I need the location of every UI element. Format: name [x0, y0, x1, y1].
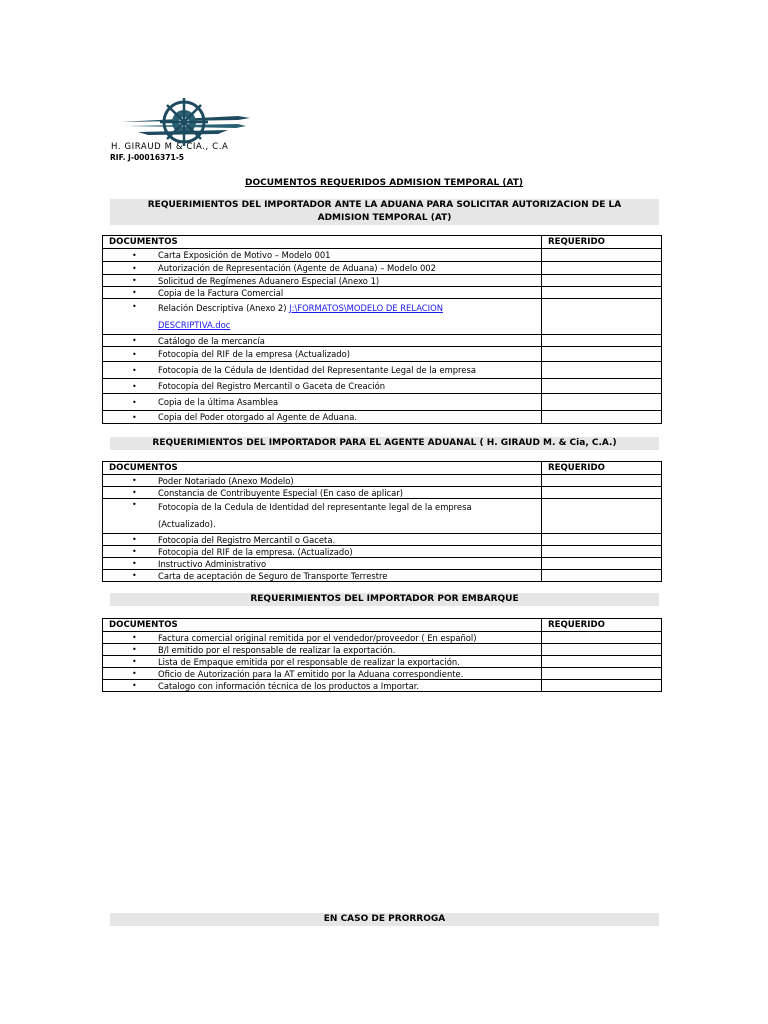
- bullet-icon: •: [132, 381, 137, 391]
- required-cell: [542, 379, 662, 394]
- table-row: [103, 335, 662, 347]
- bullet-icon: •: [132, 263, 137, 273]
- table-row: [103, 487, 662, 499]
- required-cell: [542, 546, 662, 558]
- table-row: [103, 262, 662, 275]
- bullet-icon: •: [132, 250, 137, 260]
- bullet-icon: •: [132, 412, 137, 422]
- table-row: [103, 287, 662, 299]
- bullet-icon: •: [132, 336, 137, 345]
- list-item: Catálogo de la mercancía: [158, 335, 265, 346]
- section1-heading-line1: REQUERIMIENTOS DEL IMPORTADOR ANTE LA ADUANA PARA SOLICITAR AUTORIZACION DE LA: [147, 200, 622, 210]
- col-documents: DOCUMENTOS: [103, 462, 542, 475]
- relacion-descriptiva-link[interactable]: J:\FORMATOS\MODELO DE RELACION: [289, 302, 443, 313]
- bullet-icon: •: [132, 681, 137, 690]
- bullet-icon: •: [132, 657, 137, 666]
- table-row: [103, 249, 662, 262]
- section1-table: [102, 235, 662, 424]
- list-item: Copia de la última Asamblea: [158, 397, 279, 407]
- table-row: [103, 534, 662, 546]
- bullet-icon: •: [132, 365, 137, 375]
- required-cell: [542, 347, 662, 362]
- list-item: Fotocopia del Registro Mercantil o Gaceta de Creación: [158, 381, 386, 391]
- table-row: [103, 656, 662, 668]
- required-cell: [542, 299, 662, 335]
- table-row: [103, 546, 662, 558]
- list-item: Relación Descriptiva (Anexo 2): [158, 302, 290, 313]
- list-item: Constancia de Contribuyente Especial (En caso de aplicar): [158, 487, 403, 498]
- document-title: DOCUMENTOS REQUERIDOS ADMISION TEMPORAL (AT): [244, 178, 524, 188]
- list-item: Fotocopia de la Cedula de Identidad del representante legal de la empresa: [158, 502, 472, 512]
- list-item: Catalogo con información técnica de los productos a Importar.: [158, 680, 420, 691]
- list-item: Factura comercial original remitida por el vendedor/proveedor ( En español): [158, 632, 477, 643]
- col-documents: DOCUMENTOS: [103, 619, 542, 632]
- bullet-icon: •: [132, 488, 137, 497]
- list-item: Solicitud de Regímenes Aduanero Especial (Anexo 1): [158, 275, 380, 286]
- table-row: [103, 558, 662, 570]
- required-cell: [542, 275, 662, 287]
- table-row: [103, 394, 662, 411]
- bullet-icon: •: [132, 547, 137, 556]
- bullet-icon: •: [132, 349, 137, 359]
- col-documents: DOCUMENTOS: [103, 236, 542, 249]
- required-cell: [542, 335, 662, 347]
- bullet-icon: •: [132, 288, 137, 297]
- list-item: Carta Exposición de Motivo – Modelo 001: [158, 250, 331, 260]
- required-cell: [542, 558, 662, 570]
- required-cell: [542, 656, 662, 668]
- bullet-icon: •: [132, 500, 137, 509]
- list-item: Poder Notariado (Anexo Modelo): [158, 475, 294, 486]
- list-item: Lista de Empaque emitida por el responsable de realizar la exportación.: [158, 656, 460, 667]
- required-cell: [542, 534, 662, 546]
- bullet-icon: •: [132, 476, 137, 485]
- list-item: Oficio de Autorización para la AT emitido por la Aduana correspondiente.: [158, 668, 464, 679]
- required-cell: [542, 394, 662, 411]
- required-cell: [542, 632, 662, 644]
- required-cell: [542, 680, 662, 692]
- list-item-cont: (Actualizado).: [158, 519, 216, 529]
- list-item: Fotocopia del Registro Mercantil o Gaceta.: [158, 534, 336, 545]
- list-item: Copia de la Factura Comercial: [158, 287, 284, 298]
- table-row: [103, 362, 662, 379]
- list-item: Copia del Poder otorgado al Agente de Aduana.: [158, 412, 357, 422]
- col-required: REQUERIDO: [542, 619, 662, 632]
- table-row: [103, 668, 662, 680]
- col-required: REQUERIDO: [542, 462, 662, 475]
- list-item: Fotocopia de la Cédula de Identidad del Representante Legal de la empresa: [158, 365, 476, 375]
- col-required: REQUERIDO: [542, 236, 662, 249]
- table-header: [103, 619, 662, 632]
- section3-heading: REQUERIMIENTOS DEL IMPORTADOR POR EMBARQUE: [110, 593, 659, 606]
- bullet-icon: •: [132, 397, 137, 407]
- required-cell: [542, 487, 662, 499]
- required-cell: [542, 249, 662, 262]
- table-header: [103, 236, 662, 249]
- table-row: [103, 680, 662, 692]
- table-row: [103, 632, 662, 644]
- bullet-icon: •: [132, 276, 137, 285]
- bullet-icon: •: [132, 301, 137, 311]
- table-row: [103, 379, 662, 394]
- section3-table: [102, 618, 662, 692]
- list-item: Autorización de Representación (Agente de Aduana) – Modelo 002: [158, 263, 436, 273]
- bullet-icon: •: [132, 633, 137, 642]
- required-cell: [542, 262, 662, 275]
- table-row: [103, 275, 662, 287]
- table-row: [103, 411, 662, 424]
- table-row: [103, 499, 662, 534]
- section2-table: [102, 461, 662, 582]
- section4-heading: EN CASO DE PRORROGA: [110, 913, 659, 926]
- bullet-icon: •: [132, 559, 137, 568]
- list-item: Fotocopia del RIF de la empresa (Actualizado): [158, 349, 350, 359]
- required-cell: [542, 362, 662, 379]
- bullet-icon: •: [132, 669, 137, 678]
- bullet-icon: •: [132, 535, 137, 544]
- required-cell: [542, 287, 662, 299]
- section1-heading-line2: ADMISION TEMPORAL (AT): [317, 213, 452, 223]
- section1-heading: [110, 199, 659, 225]
- table-row: [103, 570, 662, 582]
- list-item: B/l emitido por el responsable de realizar la exportación.: [158, 644, 396, 655]
- required-cell: [542, 644, 662, 656]
- required-cell: [542, 668, 662, 680]
- list-item: Fotocopia del RIF de la empresa. (Actualizado): [158, 546, 353, 557]
- table-row: [103, 475, 662, 487]
- table-row: [103, 299, 662, 335]
- company-name: H. GIRAUD M & CIA., C.A: [111, 142, 229, 152]
- required-cell: [542, 475, 662, 487]
- table-row: [103, 347, 662, 362]
- required-cell: [542, 411, 662, 424]
- company-rif: RIF. J-00016371-5: [110, 153, 185, 162]
- list-item: Carta de aceptación de Seguro de Transporte Terrestre: [158, 570, 388, 581]
- table-row: [103, 644, 662, 656]
- bullet-icon: •: [132, 571, 137, 580]
- relacion-descriptiva-link-cont[interactable]: DESCRIPTIVA.doc: [158, 319, 231, 330]
- section2-heading: REQUERIMIENTOS DEL IMPORTADOR PARA EL AGENTE ADUANAL ( H. GIRAUD M. & Cia, C.A.): [110, 437, 659, 450]
- required-cell: [542, 499, 662, 534]
- bullet-icon: •: [132, 645, 137, 654]
- list-item: Instructivo Administrativo: [158, 558, 267, 569]
- table-header: [103, 462, 662, 475]
- required-cell: [542, 570, 662, 582]
